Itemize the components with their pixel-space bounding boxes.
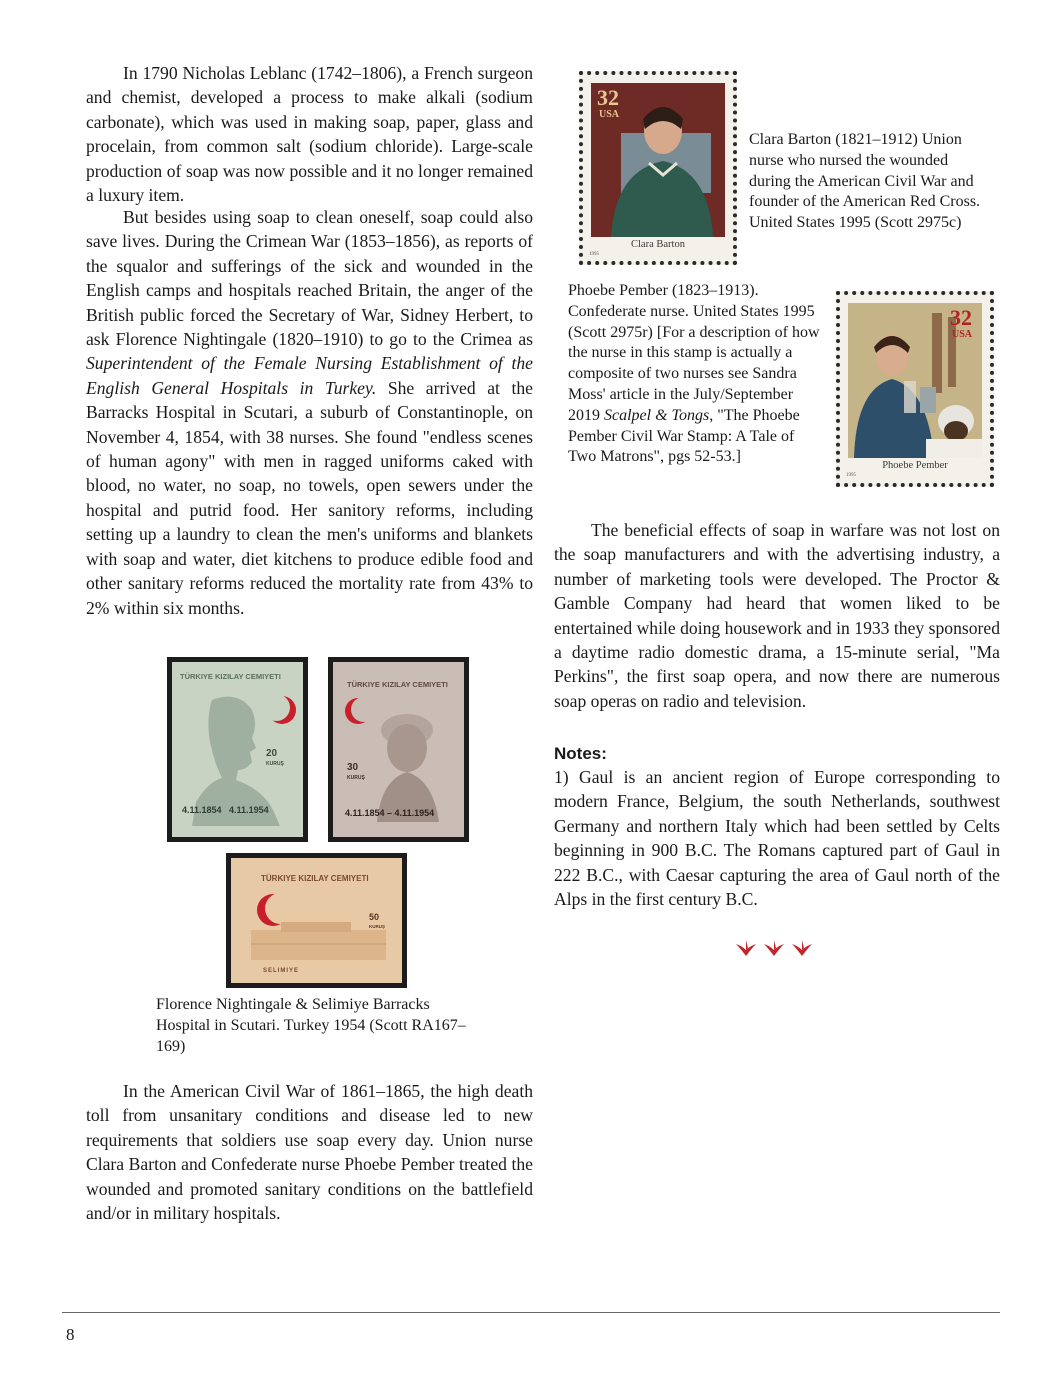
barton-year: 1995 (589, 252, 599, 257)
turkey-stamp-1-unit: KURUŞ (266, 761, 284, 767)
turkey-stamp-1-face (172, 662, 303, 837)
turkey-stamp-2-face (333, 662, 464, 837)
turkey-stamp-1 (167, 657, 308, 842)
turkey-stamp-2-unit: KURUŞ (347, 775, 365, 781)
turkey-stamp-2 (328, 657, 469, 842)
turkey-stamp-2-header: TÜRKIYE KIZILAY CEMIYETI (347, 680, 448, 689)
barton-name-label: Clara Barton (631, 239, 685, 250)
turkey-stamps-caption: Florence Nightingale & Selimiye Barracks Hospital in Scutari. Turkey 1954 (Scott RA167–169) (156, 996, 466, 1055)
turkey-stamp-1-crescent (268, 696, 296, 724)
crimean-text-b: She arrived at the Barracks Hospital in Scutari, a suburb of Constantinople, on November 4, 1854, with 38 nurses. She found "endless scenes of human agony" with men in ragged uniforms caked with blood, no water, no soap, no towels, open sewers under the hospital and putrid food. Her sanitory reforms, including setting up a laundry to clean the men's uniforms and blankets with soap and water, diet kitchens to produce edible food and other sanitary reforms reduced the mortality rate from 43% to 2% within six months. (86, 377, 533, 618)
pember-name-label: Phoebe Pember (882, 460, 948, 471)
phoebe-pember-stamp (836, 291, 994, 487)
notes-heading: Notes: (554, 744, 607, 763)
paragraph-civil-war: In the American Civil War of 1861–1865, the high death toll from unsanitary conditions and disease led to new requirements that soldiers use soap every day. Union nurse Clara Barton and Confederate nurse Phoebe Pember treated the wounded and promoted sanitary conditions on the battlefield and/or in military hospitals. (86, 1081, 533, 1224)
pember-year: 1995 (846, 473, 856, 478)
note-gaul: 1) Gaul is an ancient region of Europe corresponding to modern France, Belgium, the south Netherlands, southwest Germany and northern Italy which had been settled by Celts beginning in 900 B.C. The Romans captured part of Gaul in 222 B.C., with Caesar capturing the area of Gaul north of the Alps in the first century B.C. (554, 767, 1000, 910)
page-number: 8 (66, 1325, 75, 1344)
turkey-stamp-3-header: TÜRKIYE KIZILAY CEMIYETI (261, 874, 369, 883)
pember-country: USA (952, 329, 973, 340)
crimean-italic-title: Superintendent of the Female Nursing Establishment of the English General Hospitals in Turkey. (86, 353, 533, 398)
turkey-stamp-3-footer: SELIMIYE (263, 968, 300, 974)
pember-caption-text-b: , "The Phoebe Pember Civil War Stamp: A Tale of Two Matrons", pgs 52-53.] (568, 406, 800, 466)
pember-denomination: 32 (950, 305, 972, 330)
pember-caption-text-a: Phoebe Pember (1823–1913). Confederate nurse. United States 1995 (Scott 2975r) [For a description of how the nurse in this stamp is actually a composite of two nurses see Sandra Moss' article in the July/September 2019 (568, 282, 820, 424)
turkey-stamp-2-dates: 4.11.1854 – 4.11.1954 (345, 808, 435, 818)
barton-country: USA (599, 109, 620, 120)
turkey-stamp-1-header: TÜRKIYE KIZILAY CEMIYETI (180, 672, 281, 681)
barton-denomination: 32 (597, 85, 619, 110)
turkey-stamp-3 (226, 853, 407, 988)
phoebe-pember-caption (568, 281, 822, 468)
footer-rule (62, 1312, 1000, 1313)
clara-barton-stamp (579, 71, 737, 265)
turkey-stamp-3-unit: KURUŞ (369, 924, 386, 929)
phoebe-pember-stamp-art (848, 303, 982, 458)
clara-barton-stamp-art (591, 83, 725, 237)
pember-caption-journal: Scalpel & Tongs (604, 406, 710, 424)
turkey-stamp-1-value: 20 (266, 748, 278, 759)
crimean-text-a: But besides using soap to clean oneself, soap could also save lives. During the Crimean War (1853–1856), as reports of the squalor and sufferings of the sick and wounded in the English camps and hospitals reached Britain, the anger of the British public forced the Secretary of War, Sidney Herbert, to ask Florence Nightingale (1820–1910) to go to the Crimea as (86, 207, 533, 350)
section-end-ornament (736, 938, 816, 958)
turkey-stamp-2-value: 30 (347, 762, 359, 773)
turkey-stamp-3-face (231, 858, 402, 983)
clara-barton-caption: Clara Barton (1821–1912) Union nurse who nursed the wounded during the American Civil War and founder of the American Red Cross. United States 1995 (Scott 2975c) (749, 131, 981, 232)
turkey-stamp-3-value: 50 (369, 912, 380, 922)
turkey-stamp-1-dates: 4.11.1854 4.11.1954 (182, 805, 269, 815)
paragraph-leblanc: In 1790 Nicholas Leblanc (1742–1806), a French surgeon and chemist, developed a process to make alkali (sodium carbonate), which was used in making soap, paper, glass and procelain, from common salt (sodium chloride). Large-scale production of soap was now possible and it no longer remained a luxury item. (86, 63, 533, 206)
paragraph-soap-opera: The beneficial effects of soap in warfare was not lost on the soap manufacturers and with the advertising industry, a number of marketing tools were developed. The Proctor & Gamble Company had heard that women liked to be entertained while doing housework and in 1933 they sponsored a daytime radio domestic drama, a 15-minute serial, "Ma Perkins", the first soap opera, and now there are numerous soap operas on radio and television. (554, 520, 1000, 711)
paragraph-crimean-war (86, 205, 533, 620)
